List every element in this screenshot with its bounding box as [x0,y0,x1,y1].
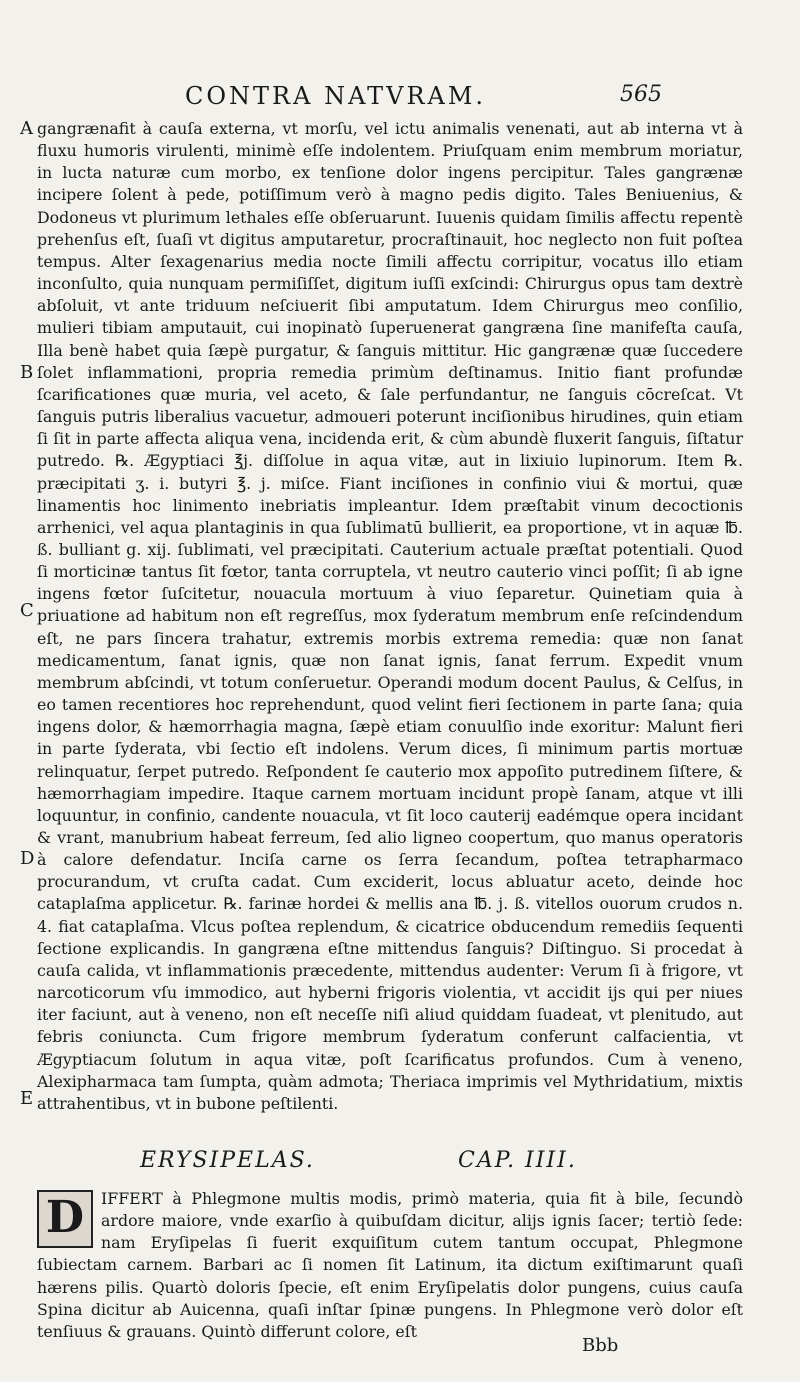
margin-marker-e: E [20,1088,34,1109]
chapter-title: ERYSIPELAS. [140,1148,315,1173]
margin-marker-d: D [20,848,35,869]
signature-mark: Bbb [582,1335,619,1356]
margin-marker-c: C [20,600,34,621]
chapter-number: CAP. IIII. [458,1148,577,1173]
decorated-initial: D [37,1190,93,1248]
chapter-heading [140,1148,740,1178]
margin-marker-a: A [20,118,33,139]
page-number: 565 [620,82,662,107]
chapter-text-block [37,1188,743,1343]
margin-marker-b: B [20,362,34,383]
chapter-paragraph: IFFERT à Phlegmone multis modis, primò materia, quia fit à bile, ſecundò ardore maiore, vnde exarſio à quibuſdam dicitur, alijs ignis ſacer; tertiò ſede: nam Eryſipelas ſi fuerit exquiſitum cutem tantum occupat, Phlegmone ſubiectam carnem. Barbari ac ſi nomen ſit Latinum, ita dictum exiſtimarunt quaſi hærens pilis. Quartò doloris ſpecie, eſt enim Eryſipelatis dolor pungens, cuius cauſa Spina dicitur ab Auicenna, quaſi inſtar ſpinæ pungens. In Phlegmone verò dolor eſt tenſiuus & grauans. Quintò differunt colore, eſt [37,1189,743,1341]
paragraph-gangrene: gangrænafit à cauſa externa, vt morſu, vel ictu animalis venenati, aut ab interna vt à fluxu humoris virulenti, minimè eſſe indolentem. Priuſquam enim membrum moriatur, in lucta naturæ cum morbo, ex tenſione dolor ingens percipitur. Tales gangrænæ incipere ſolent à pede, potiſſimum verò à magno pedis digito. Tales Beniuenius, & Dodoneus vt plurimum lethales eſſe obſeruarunt. Iuuenis quidam ſimilis affectu repentè prehenſus eſt, ſuaſi vt digitus amputaretur, procraſtinauit, hoc neglecto non fuit poſtea tempus. Alter ſexagenarius media nocte ſimili affectu corripitur, vocatus illo etiam inconſulto, quia nunquam permiſiſſet, digitum iuſſi exſcindi: Chirurgus opus tam dextrè abſoluit, vt ante triduum neſciuerit ſibi amputatum. Idem Chirurgus meo conſilio, mulieri tibiam amputauit, cui inopinatò ſuperuenerat gangræna ſine manifeſta cauſa, Illa benè habet quia ſæpè purgatur, & ſanguis mittitur. Hic gangrænæ quæ ſuccedere ſolet inflammationi, propria remedia primùm deſtinamus. Initio fiant profundæ ſcarificationes quæ muria, vel aceto, & ſale perfundantur, ne ſanguis cōcreſcat. Vt ſanguis putris liberalius vacuetur, admoueri poterunt inciſionibus hirudines, quin etiam ſi ſit in parte affecta aliqua vena, incidenda erit, & cùm abundè fluxerit ſanguis, ſiſtatur putredo. ℞. Ægyptiaci ℥j. diſſolue in aqua vitæ, aut in lixiuio lupinorum. Item ℞. præcipitati ʒ. i. butyri ℥. j. miſce. Fiant inciſiones in confinio viui & mortui, quæ linamentis hoc linimento inebriatis impleantur. Idem præſtabit vinum decoctionis arrhenici, vel aqua plantaginis in qua ſublimatū bullierit, ea proportione, vt in aquæ ℔. ß. bulliant g. xij. ſublimati, vel præcipitati. Cauterium actuale præſtat potentiali. Quod ſi morticinæ tantus ſit fœtor, tanta corruptela, vt neutro cauterio vinci poſſit; ſi ab igne ingens fœtor ſuſcitetur, nouacula mortuum à viuo ſeparetur. Quinetiam quia à priuatione ad habitum non eſt regreſſus, mox ſyderatum membrum enſe reſcindendum eſt, ne pars ſincera trahatur, extremis morbis extrema remedia: quæ non ſanat medicamentum, ſanat ignis, quæ non ſanat ignis, ſanat ferrum. Expedit vnum membrum abſcindi, vt totum conſeruetur. Operandi modum docent Paulus, & Celſus, in eo tamen recentiores hoc reprehendunt, quod velint fieri ſectionem in parte ſana; quia ingens dolor, & hæmorrhagia magna, ſæpè etiam conuulſio inde exoritur: Malunt fieri in parte ſyderata, vbi ſectio eſt indolens. Verum dices, ſi minimum partis mortuæ relinquatur, ſerpet putredo. Reſpondent ſe cauterio mox appoſito putredinem ſiſtere, & hæmorrhagiam impedire. Itaque carnem mortuam incidunt propè ſanam, atque vt illi loquuntur, in confinio, candente nouacula, vt ſit loco cauterij eadémque opera incidant & vrant, manubrium habeat ferreum, ſed alio ligneo coopertum, quo manus operatoris à calore defendatur. Inciſa carne os ſerra ſecandum, poſtea tetrapharmaco procurandum, vt cruſta cadat. Cum exciderit, locus abluatur aceto, deinde hoc cataplaſma applicetur. ℞. farinæ hordei & mellis ana ℔. j. ß. vitellos ouorum crudos n. 4. fiat cataplaſma. Vlcus poſtea replendum, & cicatrice obducendum remediis ſequenti ſectione explicandis. In gangræna eſtne mittendus ſanguis? Diſtinguo. Si procedat à cauſa calida, vt inflammationis præcedente, mittendus audenter: Verum ſi à frigore, vt narcoticorum vſu immodico, aut hyberni frigoris violentia, vt accidit ijs qui per niues iter faciunt, aut à veneno, non eſt neceſſe niſi aliud quiddam ſuadeat, vt plenitudo, aut febris coniuncta. Cum frigore membrum ſyderatum conferunt calfacientia, vt Ægyptiacum ſolutum in aqua vitæ, poſt ſcarificatus profundos. Cum à veneno, Alexipharmaca tam ſumpta, quàm admota; Theriaca imprimis vel Mythridatium, mixtis attrahentibus, vt in bubone peſtilenti. [37,119,743,1113]
page-header [0,82,800,112]
main-text-block [37,118,743,1115]
running-title: CONTRA NATVRAM. [185,82,487,110]
